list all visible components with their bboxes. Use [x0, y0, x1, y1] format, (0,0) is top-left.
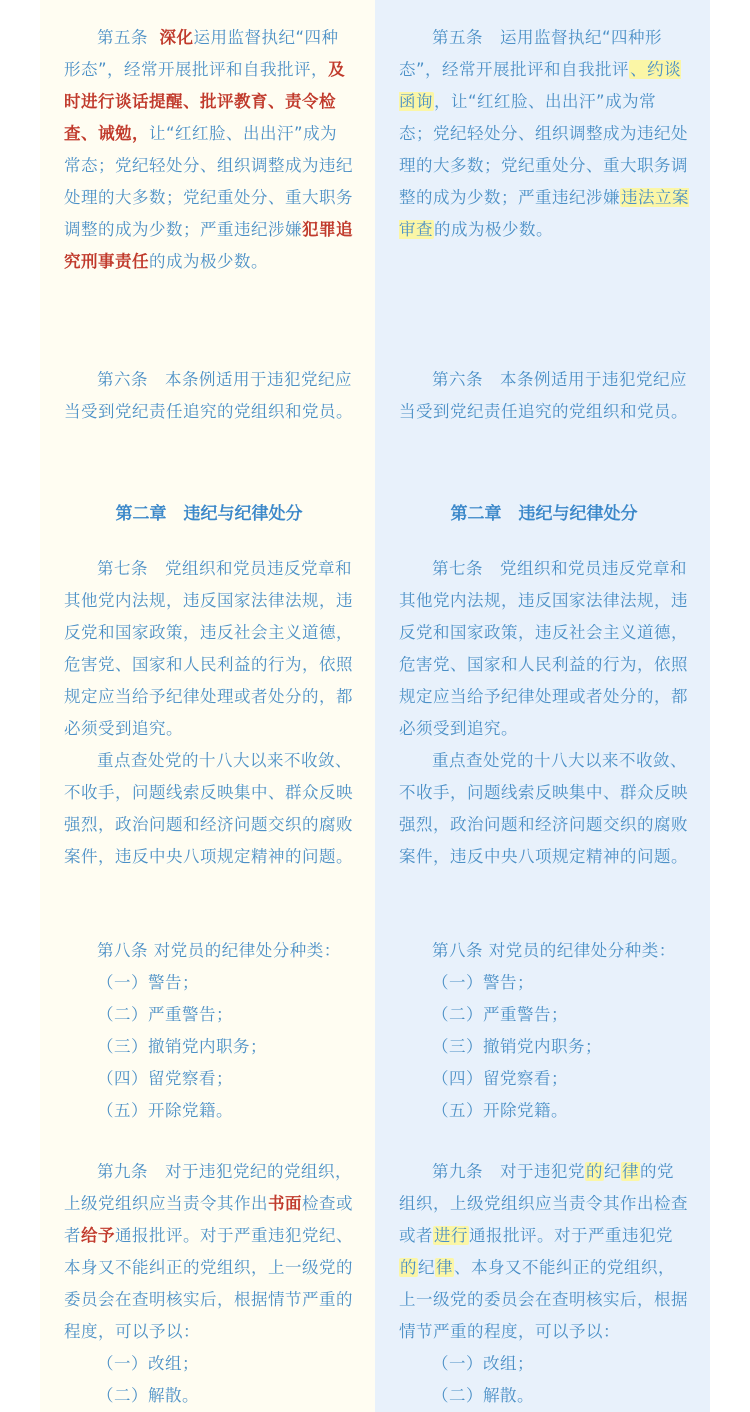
highlight-text: 律 — [436, 1258, 453, 1277]
art9-text: 的党组织，上级党组织应当责令其作出检查或者 — [399, 1162, 688, 1245]
art9-text: 第九条 对于违犯党纪的党组织，上级党组织应当责令其作出 — [64, 1162, 352, 1213]
list-item: （五）开除党籍。 — [432, 1101, 568, 1120]
highlight-text: 、约谈函询 — [399, 60, 682, 111]
art5-text: ，让“红红脸、出出汗”成为常态；党纪轻处分、组织调整成为违纪处理的大多数；党纪重处分、重大职务调整的成为少数；严重违纪涉嫌 — [399, 92, 688, 207]
right-article-7 — [399, 553, 689, 873]
right-chapter-heading — [399, 498, 689, 530]
list-item: （二）解散。 — [97, 1386, 199, 1405]
emphasis-text: 深化 — [159, 28, 194, 47]
art9-text: 通报批评。对于严重违犯党纪、本身又不能纠正的党组织，上一级党的委员会在查明核实后，根据情节严重的程度，可以予以： — [64, 1226, 353, 1341]
emphasis-text: 书面 — [268, 1194, 302, 1213]
art5-text: 让“红红脸、出出汗”成为常态；党纪轻处分、组织调整成为违纪处理的大多数；党纪重处分、重大职务调整的成为少数；严重违纪涉嫌 — [64, 124, 353, 239]
emphasis-text: 犯罪追究刑事责任 — [64, 220, 353, 271]
art7-para-1: 第七条 党组织和党员违反党章和其他党内法规，违反国家法律法规，违反党和国家政策，违反社会主义道德，危害党、国家和人民利益的行为，依照规定应当给予纪律处理或者处分的，都必须受到追究。 — [64, 559, 353, 738]
art9-text: 第九条 对于违犯党 — [432, 1162, 585, 1181]
right-article-8 — [399, 935, 689, 1127]
art5-text: 的成为极少数。 — [149, 252, 268, 271]
list-item: （一）改组； — [97, 1354, 199, 1373]
art6-text: 第六条 本条例适用于违犯党纪应当受到党纪责任追究的党组织和党员。 — [64, 370, 353, 421]
highlight-text: 进行 — [434, 1226, 468, 1245]
art5-label: 第五条 — [97, 28, 148, 47]
right-article-9 — [399, 1156, 689, 1412]
art5-text: 运用监督执纪“四种形态”，经常开展批评和自我批评， — [64, 28, 339, 79]
list-item: （三）撤销党内职务； — [432, 1037, 602, 1056]
list-item: （四）留党察看； — [97, 1069, 233, 1088]
art9-text: 检查或者 — [64, 1194, 353, 1245]
art9-text: 、本身又不能纠正的党组织，上一级党的委员会在查明核实后，根据情节严重的程度，可以予以： — [399, 1258, 688, 1341]
art7-para-2: 重点查处党的十八大以来不收敛、不收手，问题线索反映集中、群众反映强烈，政治问题和经济问题交织的腐败案件，违反中央八项规定精神的问题。 — [399, 751, 688, 866]
emphasis-text: 及时进行谈话提醒、批评教育、责令检查、诫勉， — [64, 60, 346, 143]
left-article-6 — [64, 364, 354, 428]
list-item: （二）严重警告； — [432, 1005, 568, 1024]
art7-para-2: 重点查处党的十八大以来不收敛、不收手，问题线索反映集中、群众反映强烈，政治问题和经济问题交织的腐败案件，违反中央八项规定精神的问题。 — [64, 751, 353, 866]
list-item: （五）开除党籍。 — [97, 1101, 233, 1120]
right-column — [375, 0, 710, 1412]
chapter-title: 第二章 违纪与纪律处分 — [450, 504, 638, 524]
left-column — [40, 0, 375, 1412]
list-item: （一）警告； — [97, 973, 199, 992]
list-item: （四）留党察看； — [432, 1069, 568, 1088]
list-item: （二）解散。 — [432, 1386, 534, 1405]
right-article-5 — [399, 22, 689, 246]
left-article-5 — [64, 22, 354, 278]
art8-heading: 第八条 对党员的纪律处分种类： — [97, 941, 341, 960]
left-article-9 — [64, 1156, 354, 1412]
left-chapter-heading — [64, 498, 354, 530]
art5-text: 的成为极少数。 — [434, 220, 553, 239]
left-article-7 — [64, 553, 354, 873]
emphasis-text: 给予 — [81, 1226, 115, 1245]
art9-text: 纪 — [604, 1162, 621, 1181]
chapter-title: 第二章 违纪与纪律处分 — [115, 504, 303, 524]
list-item: （一）警告； — [432, 973, 534, 992]
highlight-text: 违法立案审查 — [399, 188, 689, 239]
art5-text: 第五条 运用监督执纪“四种形态”，经常开展批评和自我批评 — [399, 28, 663, 79]
right-article-6 — [399, 364, 689, 428]
art9-text: 纪 — [418, 1258, 435, 1277]
highlight-text: 律 — [622, 1162, 639, 1181]
list-item: （一）改组； — [432, 1354, 534, 1373]
art7-para-1: 第七条 党组织和党员违反党章和其他党内法规，违反国家法律法规，违反党和国家政策，违反社会主义道德，危害党、国家和人民利益的行为，依照规定应当给予纪律处理或者处分的，都必须受到追究。 — [399, 559, 688, 738]
list-item: （二）严重警告； — [97, 1005, 233, 1024]
art6-text: 第六条 本条例适用于违犯党纪应当受到党纪责任追究的党组织和党员。 — [399, 370, 688, 421]
art8-heading: 第八条 对党员的纪律处分种类： — [432, 941, 676, 960]
highlight-text: 的 — [400, 1258, 417, 1277]
highlight-text: 的 — [586, 1162, 603, 1181]
left-article-8 — [64, 935, 354, 1127]
art9-text: 通报批评。对于严重违犯党 — [469, 1226, 673, 1245]
list-item: （三）撤销党内职务； — [97, 1037, 267, 1056]
